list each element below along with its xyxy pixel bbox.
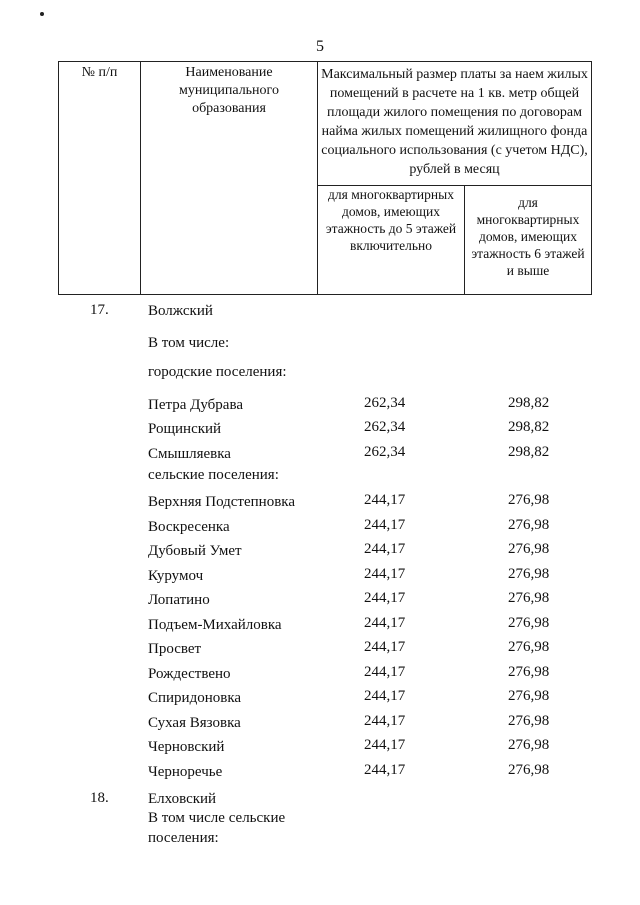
row-name: Спиридоновка: [148, 690, 242, 706]
value-low: 244,17: [364, 688, 406, 704]
value-high: 276,98: [508, 664, 550, 680]
page-number: 5: [316, 38, 324, 55]
value-low: 244,17: [364, 639, 406, 655]
value-high: 276,98: [508, 541, 550, 557]
value-low: 262,34: [364, 444, 406, 460]
value-high: 276,98: [508, 737, 550, 753]
value-high: 276,98: [508, 590, 550, 606]
value-high: 276,98: [508, 762, 550, 778]
header-table: [58, 61, 592, 295]
value-high: 276,98: [508, 492, 550, 508]
header-sub-high: для многоквартирных домов, имеющих этажность 6 этажей и выше: [465, 186, 592, 295]
value-high: 276,98: [508, 688, 550, 704]
value-high: 276,98: [508, 615, 550, 631]
header-col-price: Максимальный размер платы за наем жилых помещений в расчете на 1 кв. метр общей площади жилого помещения по договорам найма жилых помещений жилищного фонда социального использования (с учетом НДС), рублей в месяц: [318, 62, 592, 186]
row-name: Черноречье: [148, 764, 223, 780]
row-name: Смышляевка: [148, 446, 231, 462]
row-name: Просвет: [148, 641, 202, 657]
value-low: 244,17: [364, 492, 406, 508]
row-name: Рождествено: [148, 666, 231, 682]
section-intro: В том числе сельские поселения:: [148, 810, 286, 846]
value-low: 244,17: [364, 737, 406, 753]
row-name: Лопатино: [148, 592, 210, 608]
row-name: Петра Дубрава: [148, 397, 244, 413]
urban-label: городские поселения:: [148, 364, 287, 380]
value-low: 262,34: [364, 419, 406, 435]
header-col-num: № п/п: [59, 62, 141, 295]
row-name: Воскресенка: [148, 519, 230, 535]
value-high: 276,98: [508, 566, 550, 582]
value-low: 244,17: [364, 664, 406, 680]
row-name: Сухая Вязовка: [148, 715, 241, 731]
value-low: 244,17: [364, 615, 406, 631]
value-high: 276,98: [508, 713, 550, 729]
rural-label: сельские поселения:: [148, 467, 279, 483]
section-name: Елховский: [148, 791, 217, 807]
row-name: Верхняя Подстепновка: [148, 494, 295, 510]
value-high: 298,82: [508, 419, 550, 435]
value-high: 298,82: [508, 444, 550, 460]
row-name: Дубовый Умет: [148, 543, 242, 559]
value-low: 244,17: [364, 590, 406, 606]
section-name: Волжский: [148, 303, 213, 319]
value-low: 244,17: [364, 762, 406, 778]
header-sub-low: для многоквартирных домов, имеющих этажность до 5 этажей включительно: [318, 186, 465, 295]
scan-speck: [40, 12, 44, 16]
section-number: 18.: [90, 790, 109, 806]
row-name: Подъем-Михайловка: [148, 617, 282, 633]
row-name: Курумоч: [148, 568, 204, 584]
row-name: Рощинский: [148, 421, 222, 437]
value-low: 244,17: [364, 517, 406, 533]
value-low: 244,17: [364, 566, 406, 582]
value-low: 244,17: [364, 541, 406, 557]
header-col-name: Наименование муниципального образования: [141, 62, 318, 295]
value-low: 244,17: [364, 713, 406, 729]
section-number: 17.: [90, 302, 109, 318]
value-low: 262,34: [364, 395, 406, 411]
section-intro: В том числе:: [148, 335, 230, 351]
row-name: Черновский: [148, 739, 225, 755]
value-high: 276,98: [508, 639, 550, 655]
value-high: 276,98: [508, 517, 550, 533]
value-high: 298,82: [508, 395, 550, 411]
